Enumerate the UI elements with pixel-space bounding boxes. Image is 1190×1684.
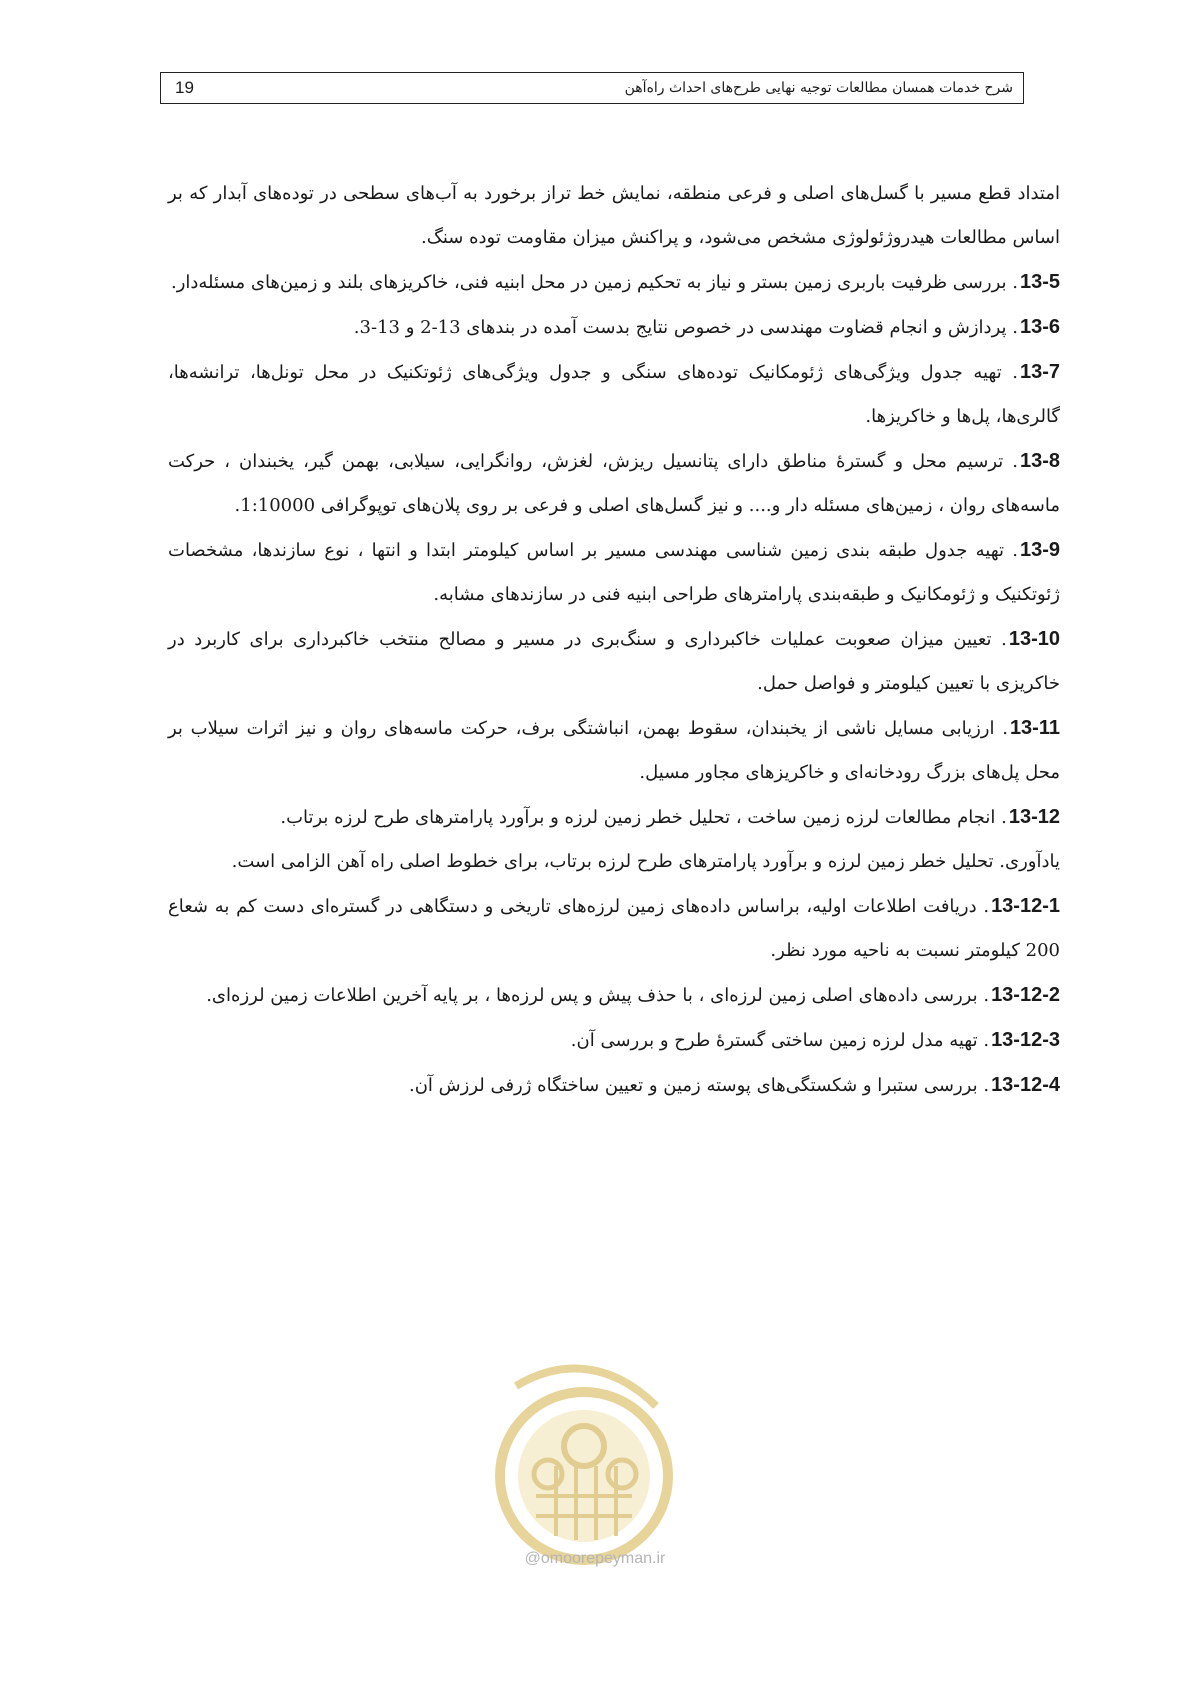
- note-paragraph: یادآوری. تحلیل خطر زمین لرزه و برآورد پارامترهای طرح لرزه برتاب، برای خطوط اصلی راه آهن الزامی است.: [231, 851, 1060, 872]
- watermark-site-text: @omoorepeyman.ir: [524, 1550, 666, 1567]
- section-item-number: 13-8: [1019, 450, 1060, 472]
- section-item-text: . تعیین میزان صعوبت عملیات خاکبرداری و سنگ‌بری در مسیر و مصالح منتخب خاکبرداری برای کاربرد در خاکریزی با تعیین کیلومتر و فواصل حمل.: [168, 629, 1060, 694]
- section-item-text: . پردازش و انجام قضاوت مهندسی در خصوص نتایج بدست آمده در بندهای 13-2 و 13-3.: [353, 317, 1018, 338]
- subsection-item-text: . دریافت اطلاعات اولیه، براساس داده‌های زمین لرزه‌های تاریخی و دستگاهی در گستره‌ای دست کم به شعاع 200 کیلومتر نسبت به ناحیه مورد نظر.: [168, 896, 1060, 961]
- subsection-item: [168, 973, 1060, 1018]
- header-title: شرح خدمات همسان مطالعات توجیه نهایی طرح‌های احداث راه‌آهن: [624, 80, 1013, 96]
- section-item-number: 13-11: [1009, 717, 1060, 739]
- subsection-item-number: 13-12-2: [991, 984, 1060, 1006]
- section-item-text: . تهیه جدول طبقه بندی زمین شناسی مهندسی مسیر بر اساس کیلومتر ابتدا و انتها ، نوع سازندها، مشخصات ژئوتکنیک و ژئومکانیک و طبقه‌بندی پارامترهای طراحی ابنیه فنی در سازندهای مشابه.: [168, 540, 1060, 605]
- subsection-item-number: 13-12-1: [991, 895, 1060, 917]
- item-list: [168, 260, 1060, 840]
- section-item-text: . انجام مطالعات لرزه زمین ساخت ، تحلیل خطر زمین لرزه و برآورد پارامترهای طرح لرزه برتاب.: [280, 807, 1007, 828]
- section-item: [168, 305, 1060, 350]
- page-number: 19: [175, 78, 194, 97]
- subsection-item-number: 13-12-3: [991, 1029, 1060, 1051]
- section-item-text: . بررسی ظرفیت باربری زمین بستر و نیاز به تحکیم زمین در محل ابنیه فنی، خاکریزهای بلند و زمین‌های مسئله‌دار.: [170, 272, 1018, 293]
- section-item-number: 13-10: [1008, 628, 1060, 650]
- document-body: [168, 172, 1060, 1108]
- section-item: [168, 706, 1060, 795]
- section-item-text: . تهیه جدول ویژگی‌های ژئومکانیک توده‌های سنگی و جدول ویژگی‌های ژئوتکنیک در محل تونل‌ها، ترانشه‌ها، گالری‌ها، پل‌ها و خاکریزها.: [168, 362, 1060, 427]
- section-item-text: . ترسیم محل و گسترهٔ مناطق دارای پتانسیل ریزش، لغزش، روانگرایی، سیلابی، بهمن گیر، یخبندان ، حرکت ماسه‌های روان ، زمین‌های مسئله دار و.... و نیز گسل‌های اصلی و فرعی بر روی پلان‌های توپوگرافی 1:10000.: [168, 451, 1060, 516]
- section-item: [168, 260, 1060, 305]
- subsection-item-number: 13-12-4: [991, 1074, 1060, 1096]
- section-item-number: 13-5: [1019, 271, 1060, 293]
- section-item: [168, 617, 1060, 706]
- section-item: [168, 439, 1060, 528]
- section-item-number: 13-12: [1008, 806, 1060, 828]
- page-header: [160, 72, 1024, 104]
- section-item: [168, 528, 1060, 617]
- subsection-item: [168, 1018, 1060, 1063]
- section-item-text: . ارزیابی مسایل ناشی از یخبندان، سقوط بهمن، انباشتگی برف، حرکت ماسه‌های روان و نیز اثرات سیلاب بر محل پل‌های بزرگ رودخانه‌ای و خاکریزهای مجاور مسیل.: [168, 718, 1060, 783]
- section-item-number: 13-7: [1019, 361, 1060, 383]
- subitem-list: [168, 884, 1060, 1108]
- subsection-item-text: . بررسی ستبرا و شکستگی‌های پوسته زمین و تعیین ساختگاه ژرفی لرزش آن.: [408, 1075, 990, 1096]
- intro-paragraph: امتداد قطع مسیر با گسل‌های اصلی و فرعی منطقه، نمایش خط تراز برخورد به آب‌های سطحی در توده‌های آبدار که بر اساس مطالعات هیدروژئولوژی مشخص می‌شود، و پراکنش میزان مقاومت توده سنگ.: [168, 183, 1060, 248]
- subsection-item-text: . بررسی داده‌های اصلی زمین لرزه‌ای ، با حذف پیش و پس لرزه‌ها ، بر پایه آخرین اطلاعات زمین لرزه‌ای.: [206, 985, 990, 1006]
- section-item: [168, 350, 1060, 439]
- section-item-number: 13-9: [1019, 539, 1060, 561]
- section-item: [168, 795, 1060, 840]
- subsection-item: [168, 1063, 1060, 1108]
- subsection-item-text: . تهیه مدل لرزه زمین ساختی گسترهٔ طرح و بررسی آن.: [570, 1030, 990, 1051]
- section-item-number: 13-6: [1019, 316, 1060, 338]
- subsection-item: [168, 884, 1060, 973]
